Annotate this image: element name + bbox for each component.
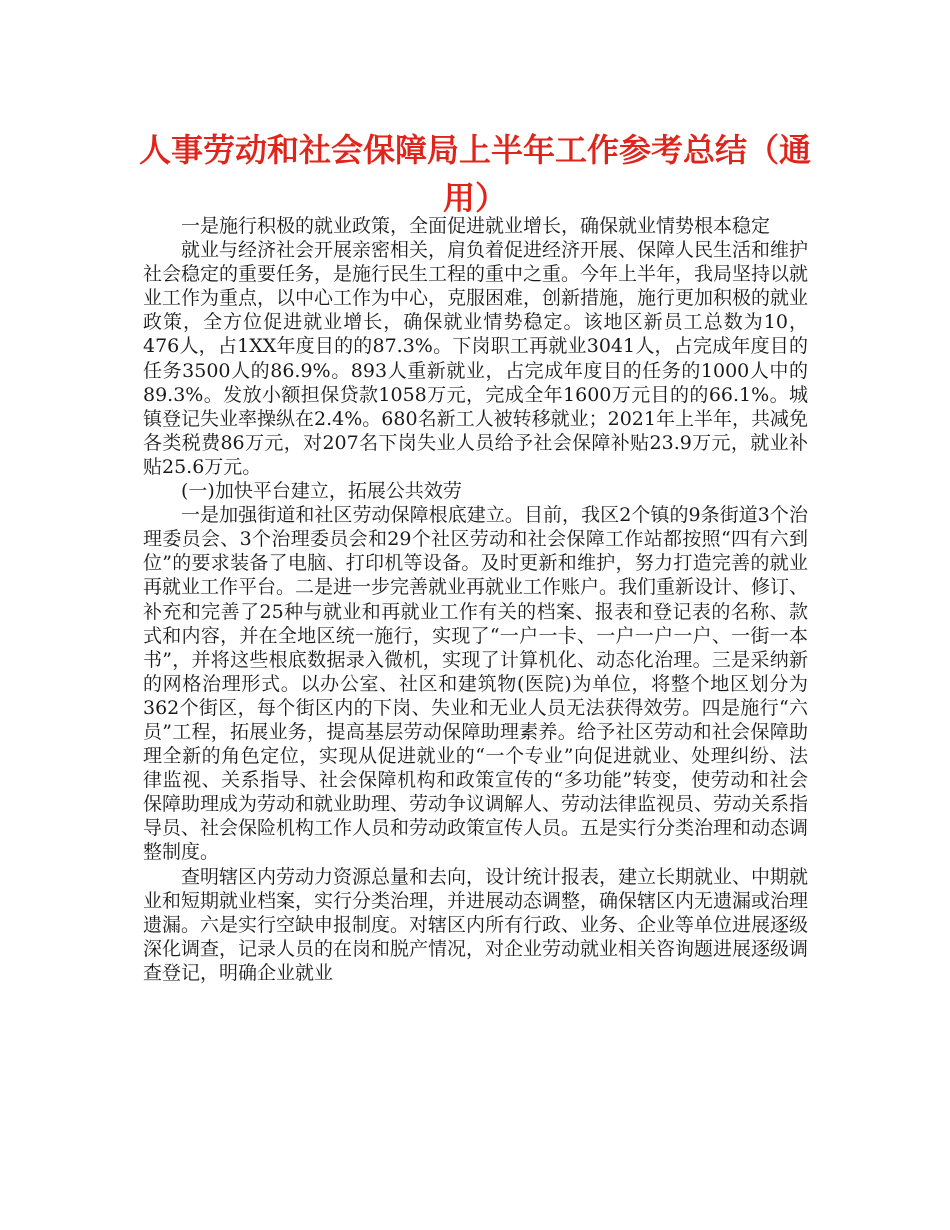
paragraph: 查明辖区内劳动力资源总量和去向，设计统计报表，建立长期就业、中期就业和短期就业档案，实行分类治理，并进展动态调整，确保辖区内无遗漏或治理遗漏。六是实行空缺申报制度。对辖区内所有行政、业务、企业等单位进展逐级深化调查，记录人员的在岗和脱产情况，对企业劳动就业相关咨询题进展逐级调查登记，明确企业就业 [143,865,809,984]
paragraph: 就业与经济社会开展亲密相关，肩负着促进经济开展、保障人民生活和维护社会稳定的重要任务，是施行民生工程的重中之重。今年上半年，我局坚持以就业工作为重点，以中心工作为中心，克服困难，创新措施，施行更加积极的就业政策，全方位促进就业增长，确保就业情势稳定。该地区新员工总数为10，476人，占1XX年度目的的87.3%。下岗职工再就业3041人，占完成年度目的任务3500人的86.9%。893人重新就业，占完成年度目的任务的1000人中的89.3%。发放小额担保贷款1058万元，完成全年1600万元目的的66.1%。城镇登记失业率操纵在2.4%。680名新工人被转移就业；2021年上半年，共减免各类税费86万元，对207名下岗失业人员给予社会保障补贴23.9万元，就业补贴25.6万元。 [143,239,809,478]
section-heading: (一)加快平台建立，拓展公共效劳 [181,480,462,503]
document-title: 人事劳动和社会保障局上半年工作参考总结（通用） [138,131,811,217]
paragraph: 一是加强街道和社区劳动保障根底建立。目前，我区2个镇的9条街道3个治理委员会、3个治理委员会和29个社区劳动和社会保障工作站都按照“四有六到位”的要求装备了电脑、打印机等设备。及时更新和维护，努力打造完善的就业再就业工作平台。二是进一步完善就业再就业工作账户。我们重新设计、修订、补充和完善了25种与就业和再就业工作有关的档案、报表和登记表的名称、款式和内容，并在全地区统一施行，实现了“一户一卡、一户一户一户、一街一本书”，并将这些根底数据录入微机，实现了计算机化、动态化治理。三是采纳新的网格治理形式。以办公室、社区和建筑物(医院)为单位，将整个地区划分为362个街区，每个街区内的下岗、失业和无业人员无法获得效劳。四是施行“六员”工程，拓展业务，提高基层劳动保障助理素养。给予社区劳动和社会保障助理全新的角色定位，实现从促进就业的“一个专业”向促进就业、处理纠纷、法律监视、关系指导、社会保障机构和政策宣传的“多功能”转变，使劳动和社会保障助理成为劳动和就业助理、劳动争议调解人、劳动法律监视员、劳动关系指导员、社会保险机构工作人员和劳动政策宣传人员。五是实行分类治理和动态调整制度。 [143,504,809,864]
document-body [143,214,808,985]
paragraph: 一是施行积极的就业政策，全面促进就业增长，确保就业情势根本稳定 [181,215,771,237]
